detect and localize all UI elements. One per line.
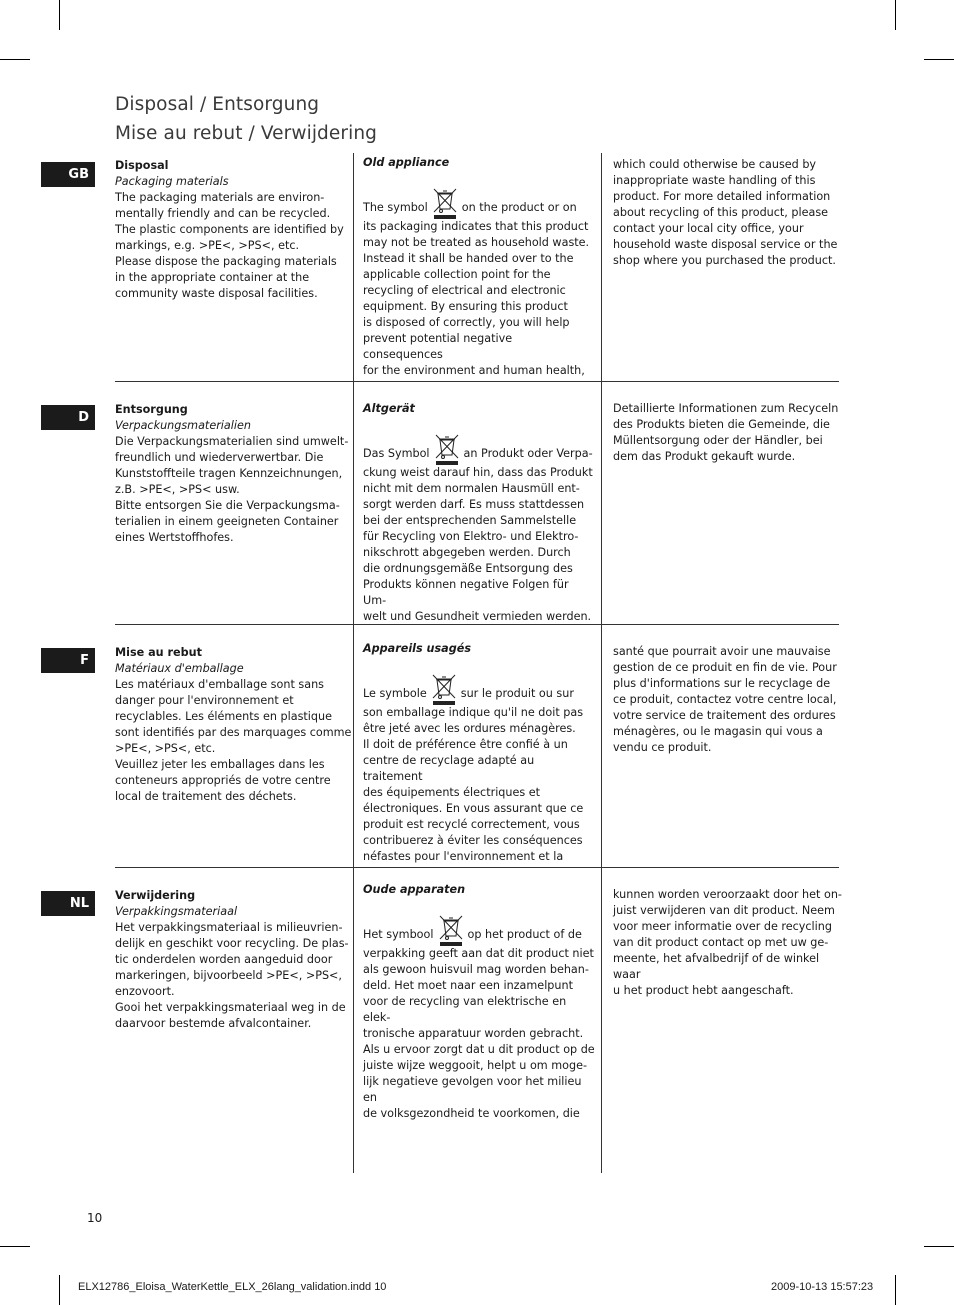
section-f-more-info: santé que pourrait avoir une mauvaise gestion de ce produit en fin de vie. Pour plus d'informations sur le recyclage de ce produit, contactez votre centre local, votre service de traitement des ordures ménagères, ou le magasin qui vous a vendu ce produit. [613,645,837,754]
language-badge-nl: NL [41,891,95,916]
old-appliance-heading: Altgerät [363,402,415,415]
old-appliance-heading: Old appliance [363,156,450,169]
section-subheading: Packaging materials [115,175,229,188]
section-gb-more-info: which could otherwise be caused by inappropriate waste handling of this product. For more detailed information about recycling of this product, please contact your local city office, your household waste disposal service or the shop where you purchased the product. [613,158,838,267]
crop-mark [0,1246,30,1247]
section-f-old-appliance [363,641,597,865]
symbol-text-after: op het product of de [467,928,582,941]
section-body: Het verpakkingsmateriaal is milieuvrien- delijk en geschikt voor recycling. De plas- tic onderdelen worden aangeduid door markeringen, bijvoorbeeld >PE<, >PS<, enzovoort. Gooi het verpakkingsmateriaal weg in de daarvoor bestemde afvalcontainer. [115,921,349,1030]
crossed-out-wheelie-bin-icon [431,187,459,219]
symbol-text-after: sur le produit ou sur [460,687,574,700]
section-subheading: Matériaux d'emballage [115,662,244,675]
symbol-text-before: Le symbole [363,687,427,700]
page-title-line-1: Disposal / Entsorgung [115,94,320,115]
old-appliance-body: verpakking geeft aan dat dit product niet als gewoon huisvuil mag worden behan- deld. Het moet naar een inzamelpunt voor de recycling van elektrische en elek- tronische apparatuur worden gebracht. Als u ervoor zorgt dat u dit product op de juiste wijze weggooit, helpt u om moge- lijk negatieve gevolgen voor het milieu en de volksgezondheid te voorkomen, die [363,947,595,1120]
section-divider [115,381,839,382]
crop-mark [59,0,60,30]
old-appliance-body: ckung weist darauf hin, dass das Produkt nicht mit dem normalen Hausmüll ent- sorgt werden darf. Es muss stattdessen bei der entsprechenden Sammelstelle für Recycling von Elektro- und Elektro- nikschrott abgegeben werden. Durch die ordnungsgemäße Entsorgung des Produkts können negative Folgen für Um- welt und Gesundheit vermieden werden. [363,466,593,623]
language-badge-gb: GB [41,162,95,187]
crop-mark [895,0,896,30]
section-divider [115,867,839,868]
old-appliance-body: son emballage indique qu'il ne doit pas être jeté avec les ordures ménagères. Il doit de préférence être confié à un centre de recyclage adapté au traitement des équipements électriques et électroniques. En vous assurant que ce produit est recyclé correctement, vous contribuerez à éviter les conséquences néfastes pour l'environnement et la [363,706,584,863]
section-body: Die Verpackungsmaterialien sind umwelt- freundlich und wiederverwertbar. Die Kunststoffteile tragen Kennzeichnungen, z.B. >PE<, >PS< usw. Bitte entsorgen Sie die Verpackungsma- terialien in einem geeigneten Container eines Wertstoffhofes. [115,435,349,544]
footer-filename: ELX12786_Eloisa_WaterKettle_ELX_26lang_validation.indd 10 [78,1281,387,1293]
crop-mark [0,59,30,60]
section-d-packaging [115,402,350,546]
footer-timestamp: 2009-10-13 15:57:23 [771,1281,874,1293]
section-d-more-info: Detaillierte Informationen zum Recyceln des Produkts bieten die Gemeinde, die Müllentsorgung oder der Händler, bei dem das Produkt gekauft wurde. [613,402,839,463]
old-appliance-heading: Appareils usagés [363,642,471,655]
symbol-text-before: Het symbool [363,928,434,941]
page-title-line-2: Mise au rebut / Verwijdering [115,123,377,144]
section-nl-more-info: kunnen worden veroorzaakt door het on- juist verwijderen van dit product. Neem voor meer informatie over de recycling van dit product contact op met uw ge- meente, het afvalbedrijf of de winkel waar u het product hebt aangeschaft. [613,888,842,997]
section-subheading: Verpakkingsmateriaal [115,905,238,918]
symbol-text-after: on the product or on [461,201,577,214]
symbol-text-before: Das Symbol [363,447,430,460]
language-badge-f: F [41,648,95,673]
section-heading: Entsorgung [115,403,188,416]
crossed-out-wheelie-bin-icon [430,673,458,705]
section-f-packaging [115,645,353,805]
column-divider [601,153,602,1173]
crossed-out-wheelie-bin-icon [433,433,461,465]
crop-mark [59,1275,60,1305]
crop-mark [895,1275,896,1305]
section-d-old-appliance [363,401,595,625]
section-body: The packaging materials are environ- mentally friendly and can be recycled. The plastic components are identified by markings, e.g. >PE<, >PS<, etc. Please dispose the packaging materials in the appropriate container at the community waste disposal facilities. [115,191,344,300]
page-number: 10 [87,1211,103,1225]
section-body: Les matériaux d'emballage sont sans danger pour l'environnement et recyclables. Les éléments en plastique sont identifiés par des marquages comme >PE<, >PS<, etc. Veuillez jeter les emballages dans les conteneurs appropriés de votre centre local de traitement des déchets. [115,678,352,803]
section-heading: Mise au rebut [115,646,202,659]
section-nl-old-appliance [363,882,597,1122]
old-appliance-heading: Oude apparaten [363,883,466,896]
section-subheading: Verpackungsmaterialien [115,419,251,432]
crossed-out-wheelie-bin-icon [437,914,465,946]
section-heading: Disposal [115,159,169,172]
symbol-text-after: an Produkt oder Verpa- [463,447,593,460]
section-gb-old-appliance [363,155,595,379]
language-badge-d: D [41,405,95,430]
section-heading: Verwijdering [115,889,196,902]
symbol-text-before: The symbol [363,201,428,214]
crop-mark [924,1246,954,1247]
section-nl-packaging [115,888,351,1032]
old-appliance-body: its packaging indicates that this product may not be treated as household waste. Instead it shall be handed over to the applicable collection point for the recycling of electrical and electronic equipment. By ensuring this product is disposed of correctly, you will help prevent potential negative consequences for the environment and human health, [363,220,590,377]
column-divider [353,153,354,1173]
section-gb-packaging [115,158,350,302]
crop-mark [924,59,954,60]
